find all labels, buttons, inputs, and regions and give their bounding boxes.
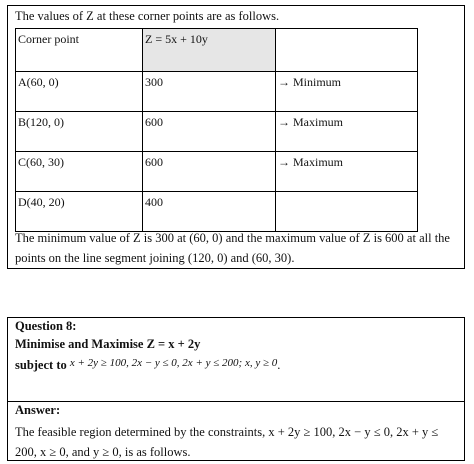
table-row bbox=[16, 152, 418, 192]
z-value-cell: 600 bbox=[143, 152, 276, 192]
z-value-cell: 300 bbox=[143, 72, 276, 112]
header-corner-point: Corner point bbox=[16, 29, 143, 72]
note-cell bbox=[276, 192, 418, 232]
constraints-line bbox=[15, 358, 280, 373]
table-header-row bbox=[16, 29, 418, 72]
corner-point-cell: B(120, 0) bbox=[16, 112, 143, 152]
subject-to-label: subject to bbox=[15, 358, 67, 372]
table-row bbox=[16, 72, 418, 112]
note-text: Minimum bbox=[293, 75, 342, 89]
note-cell bbox=[276, 112, 418, 152]
answer-title: Answer: bbox=[15, 403, 61, 417]
end-punctuation: . bbox=[277, 358, 281, 372]
note-cell bbox=[276, 152, 418, 192]
intro-text: The values of Z at these corner points are as follows. bbox=[15, 9, 280, 23]
question-statement: Minimise and Maximise Z = x + 2y bbox=[15, 337, 201, 351]
header-z-expression: Z = 5x + 10y bbox=[143, 29, 276, 72]
note-text: Maximum bbox=[293, 115, 343, 129]
corner-point-cell: A(60, 0) bbox=[16, 72, 143, 112]
table-row bbox=[16, 192, 418, 232]
corner-points-table bbox=[15, 28, 418, 232]
corner-point-cell: D(40, 20) bbox=[16, 192, 143, 232]
answer-text: The feasible region determined by the constraints, x + 2y ≥ 100, 2x − y ≤ 0, 2x + y ≤ 200, x ≥ 0, and y ≥ 0, is as follows. bbox=[15, 425, 439, 459]
z-value-cell: 400 bbox=[143, 192, 276, 232]
question-title: Question 8: bbox=[15, 319, 77, 333]
divider bbox=[8, 401, 464, 402]
note-cell bbox=[276, 72, 418, 112]
z-value-cell: 600 bbox=[143, 112, 276, 152]
question-section bbox=[7, 317, 465, 461]
conclusion-text: The minimum value of Z is 300 at (60, 0) and the maximum value of Z is 600 at all the points on the line segment joining (120, 0) and (60, 30). bbox=[15, 231, 450, 265]
corner-point-cell: C(60, 30) bbox=[16, 152, 143, 192]
constraints-expression: x + 2y ≥ 100, 2x − y ≤ 0, 2x + y ≤ 200; x, y ≥ 0 bbox=[69, 357, 278, 369]
note-text: Maximum bbox=[293, 155, 343, 169]
arrow-right-icon: → bbox=[278, 115, 290, 129]
arrow-right-icon: → bbox=[278, 75, 290, 89]
header-empty bbox=[276, 29, 418, 72]
corner-points-section bbox=[7, 5, 465, 269]
table-row bbox=[16, 112, 418, 152]
arrow-right-icon: → bbox=[278, 155, 290, 169]
